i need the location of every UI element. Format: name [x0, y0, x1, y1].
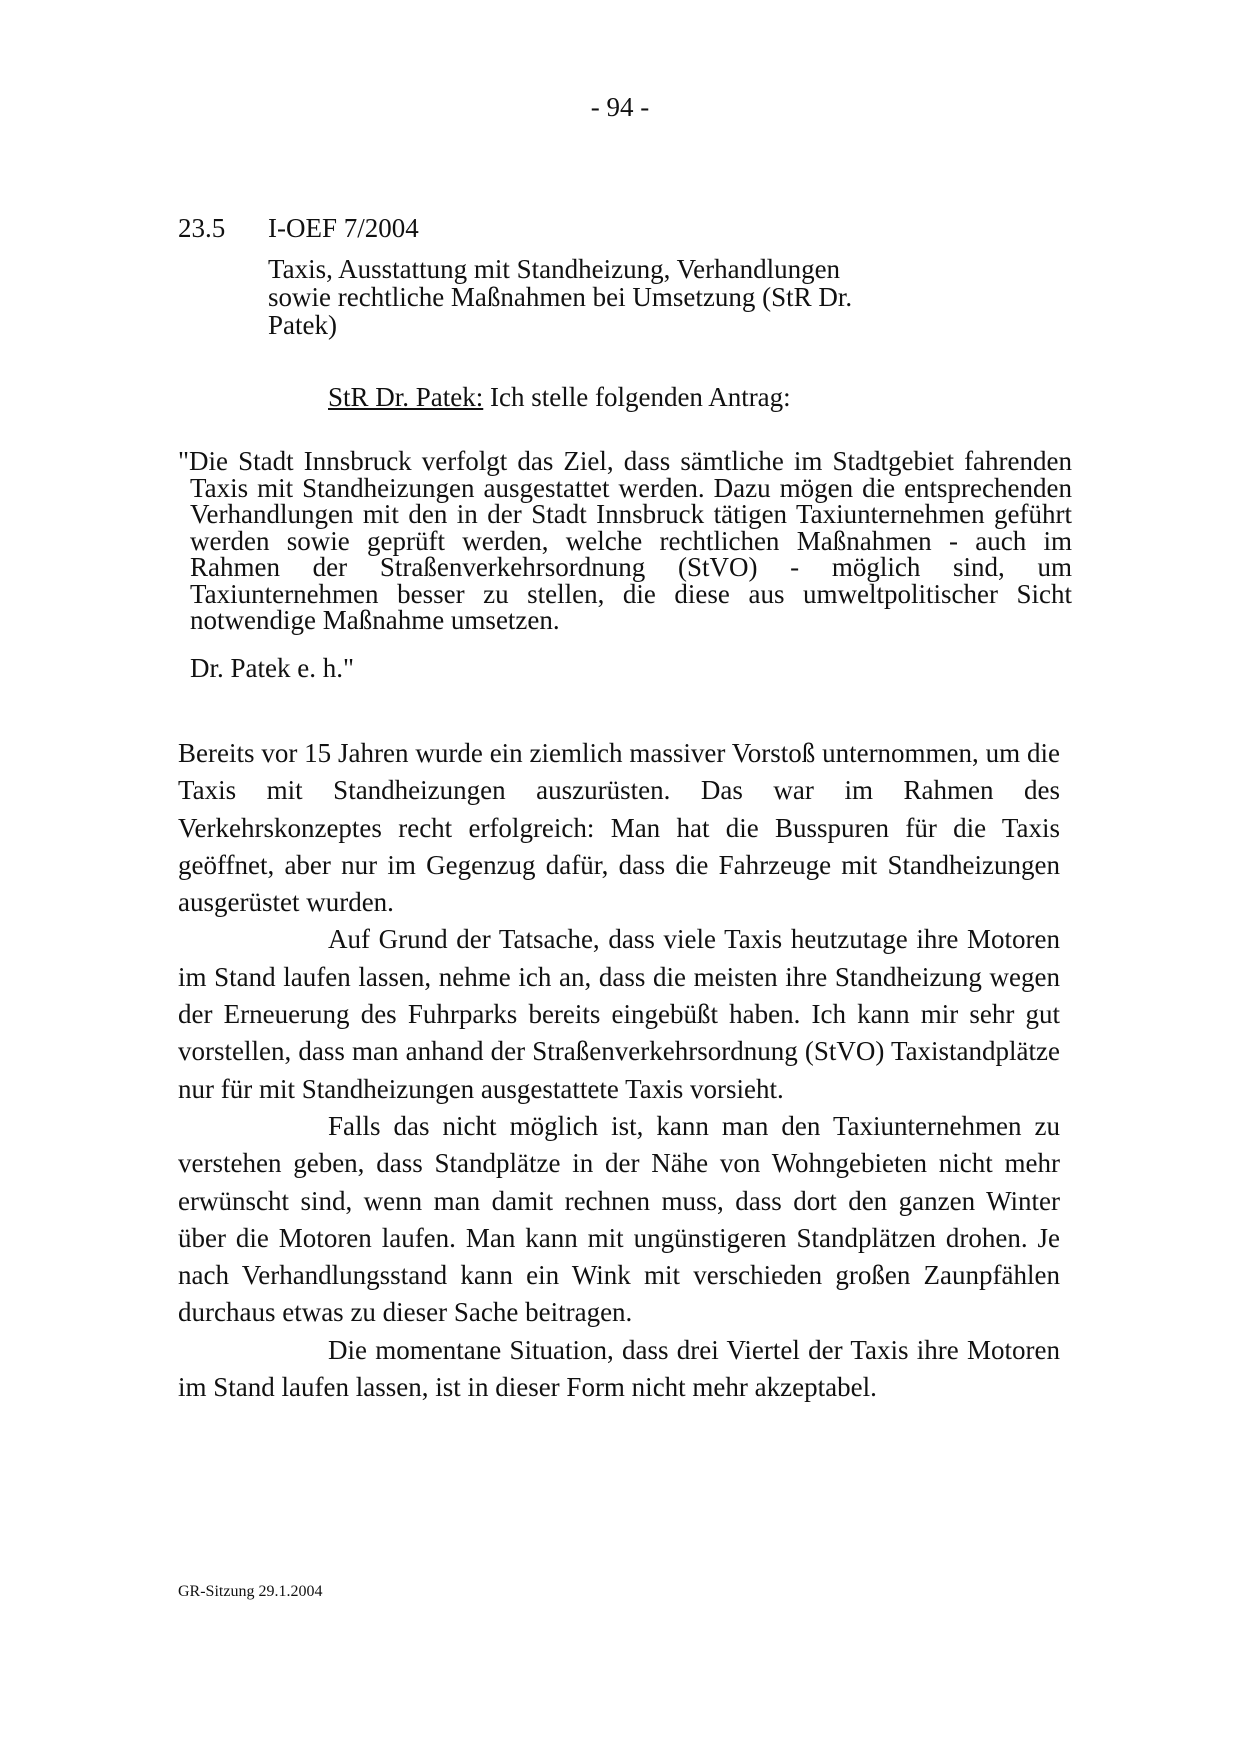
agenda-item-code: I-OEF 7/2004 — [268, 213, 419, 243]
agenda-item-title: Taxis, Ausstattung mit Standheizung, Verhandlungen sowie rechtliche Maßnahmen bei Umsetzung (StR Dr. Patek) — [268, 254, 853, 340]
motion-signature: Dr. Patek e. h." — [190, 653, 354, 683]
page-number: - 94 - — [590, 92, 650, 122]
motion-intro-text: Ich stelle folgenden Antrag: — [483, 382, 791, 412]
motion-speaker: StR Dr. Patek: — [328, 382, 484, 412]
body-paragraph: Auf Grund der Tatsache, dass viele Taxis heutzutage ihre Motoren im Stand laufen lassen, nehme ich an, dass die meisten ihre Standheizung wegen der Erneuerung des Fuhrparks bereits eingebüßt haben. Ich kann mir sehr gut vorstellen, dass man anhand der Straßenverkehrsordnung (StVO) Taxistandplätze nur für mit Standheizungen ausgestattete Taxis vorsieht. — [178, 924, 1060, 1104]
agenda-item-number: 23.5 — [178, 213, 226, 243]
body-text — [178, 735, 1060, 1406]
body-paragraph: Die momentane Situation, dass drei Viertel der Taxis ihre Motoren im Stand laufen lassen, ist in dieser Form nicht mehr akzeptabel. — [178, 1334, 1060, 1403]
motion-quote: "Die Stadt Innsbruck verfolgt das Ziel, dass sämtliche im Stadtgebiet fahrenden Taxis mit Standheizungen ausgestattet werden. Dazu mögen die entsprechenden Verhandlungen mit den in der Stadt Innsbruck tätigen Taxiunternehmen geführt werden sowie geprüft werden, welche rechtlichen Maßnahmen - auch im Rahmen der Straßenverkehrsordnung (StVO) - möglich sind, um Taxiunternehmen besser zu stellen, die diese aus umweltpolitischer Sicht notwendige Maßnahme umsetzen. — [178, 446, 1072, 635]
body-paragraph: Falls das nicht möglich ist, kann man den Taxiunternehmen zu verstehen geben, dass Standplätze in der Nähe von Wohngebieten nicht mehr erwünscht sind, wenn man damit rechnen muss, dass dort den ganzen Winter über die Motoren laufen. Man kann mit ungünstigeren Standplätzen drohen. Je nach Verhandlungsstand kann ein Wink mit verschieden großen Zaunpfählen durchaus etwas zu dieser Sache beitragen. — [178, 1110, 1060, 1328]
motion-intro — [328, 382, 791, 413]
footer-session-date: GR-Sitzung 29.1.2004 — [178, 1583, 323, 1600]
body-paragraph: Bereits vor 15 Jahren wurde ein ziemlich massiver Vorstoß unternommen, um die Taxis mit Standheizungen auszurüsten. Das war im Rahmen des Verkehrskonzeptes recht erfolgreich: Man hat die Busspuren für die Taxis geöffnet, aber nur im Gegenzug dafür, dass die Fahrzeuge mit Standheizungen ausgerüstet wurden. — [178, 738, 1060, 918]
